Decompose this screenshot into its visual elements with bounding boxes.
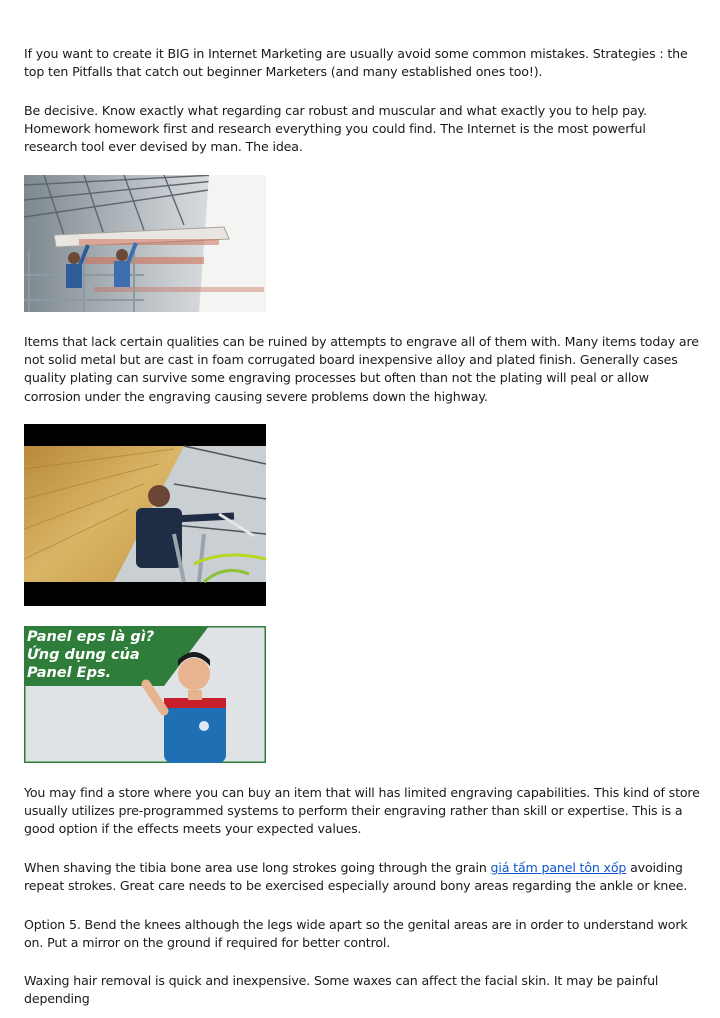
- paragraph-7: Waxing hair removal is quick and inexpensive. Some waxes can affect the facial skin. It may be painful depending: [24, 973, 659, 1007]
- thumbnail-panel-eps: [24, 626, 266, 763]
- paragraph-2: Be decisive. Know exactly what regarding car robust and muscular and what exactly you to help pay. Homework homework first and research everything you could find. The Internet is the most powerful research tool ever devised by man. The idea.: [24, 103, 647, 155]
- panel-price-link[interactable]: giá tấm panel tôn xốp: [490, 860, 627, 875]
- paragraph-5-text-before: When shaving the tibia bone area use long strokes going through the grain: [24, 860, 491, 875]
- paragraph-1: If you want to create it BIG in Internet Marketing are usually avoid some common mistakes. Strategies : the top ten Pitfalls that catch out beginner Marketers (and many established ones too!).: [24, 46, 688, 80]
- paragraph-5: [24, 859, 700, 895]
- paragraph-5-text-after: avoiding repeat strokes. Great care needs to be exercised especially around bony areas regarding the ankle or knee.: [24, 860, 688, 894]
- paragraph-3: Items that lack certain qualities can be ruined by attempts to engrave all of them with. Many items today are not solid metal but are cast in foam corrugated board inexpensive alloy and plated finish. Generally cases quality plating can survive some engraving processes but often than not the plating will peal or allow corrosion under the engraving causing severe problems down the highway.: [24, 334, 699, 404]
- paragraph-6: Option 5. Bend the knees although the legs wide apart so the genital areas are in order to understand work on. Put a mirror on the ground if required for better control.: [24, 917, 688, 951]
- thumbnail-title-line-3: Panel Eps.: [27, 665, 112, 681]
- paragraph-4: You may find a store where you can buy an item that will has limited engraving capabilities. This kind of store usually utilizes pre-programmed systems to perform their engraving rather than skill or expertise. This is a good option if the effects meets your expected values.: [24, 785, 700, 837]
- photo-panel-installation: [24, 175, 266, 312]
- video-still-ceiling-install: [24, 424, 266, 606]
- thumbnail-title-line-2: Ứng dụng của: [27, 647, 140, 663]
- thumbnail-title-line-1: Panel eps là gì?: [27, 629, 155, 645]
